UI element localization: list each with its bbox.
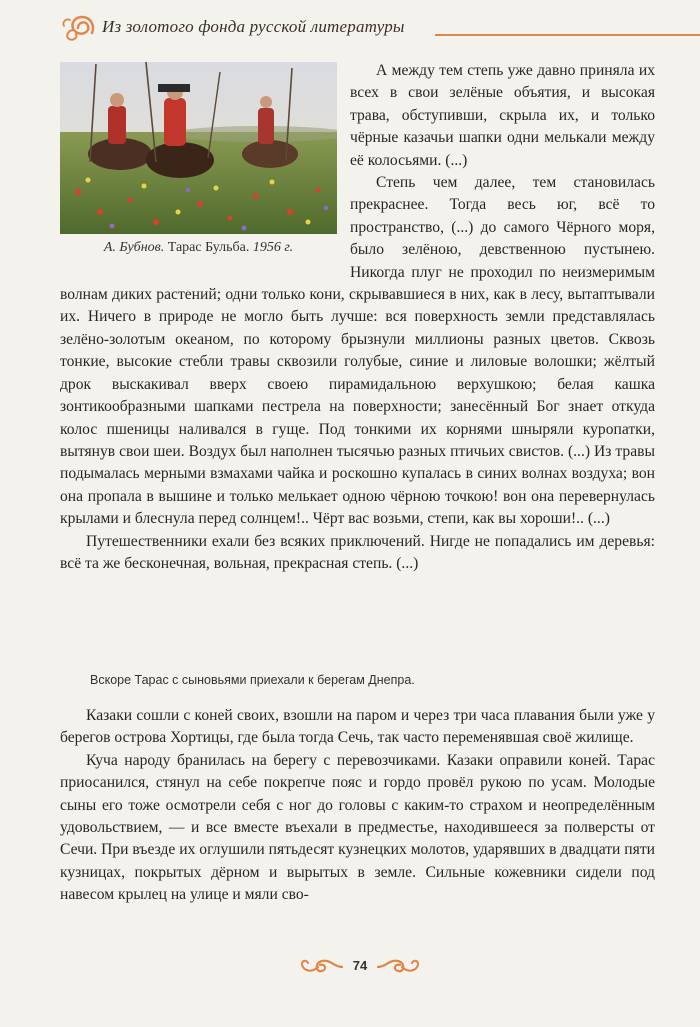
caption-year: 1956 г. [252, 240, 294, 255]
running-header [60, 12, 670, 46]
main-text [60, 60, 655, 575]
figure-spacer [60, 60, 350, 284]
continued-text [60, 705, 655, 907]
page-footer [300, 955, 420, 979]
bridge-note: Вскоре Тарас с сыновьями приехали к берегам Днепра. [90, 673, 415, 687]
header-title: Из золотого фонда русской литературы [102, 17, 405, 36]
left-swirl-ornament-icon [300, 955, 344, 979]
paragraph: Степь чем далее, тем становилась прекраснее. Тогда весь юг, всё то пространство, (...) до самого Чёрного моря, было зелёною, девственною пустынею. Никогда плуг не проходил по неизмеримым волнам диких растений; одни только кони, скрывавшиеся в них, как в лесу, вытаптывали их. Ничего в природе не могло быть лучше: вся поверхность земли представлялась зелёно-золотым океаном, по которому брызнули миллионы разных цветов. Сквозь тонкие, высокие стебли травы сквозили голубые, синие и лиловые волошки; жёлтый дрок выскакивал вверх своею пирамидальною верхушкою; белая кашка зонтикообразными шапками пестрела на поверхности; занесённый Бог знает откуда колос пшеницы наливался в гуще. Под тонкими их корнями шныряли куропатки, вытянув свои шеи. Воздух был наполнен тысячью разных птичьих свистов. (...) Из травы подымалась мерными взмахами чайка и роскошно купалась в синих волнах воздуха; вон она пропала в вышине и только мелькает одною чёрною точкою! вон она перевернулась крылами и блеснула перед солнцем!.. Чёрт вас возьми, степи, как вы хороши!.. (...) [60, 174, 655, 528]
paragraph: Куча народу бранилась на берегу с перевозчиками. Казаки оправили коней. Тарас приосанился, стянул на себе покрепче пояс и гордо провёл рукою по усам. Молодые сыны его тоже осмотрели себя с ног до головы с каким-то страхом и неопределённым удовольствием, — и все вместе въехали в предместье, находившееся за полверсты от Сечи. При въезде их оглушили пятьдесят кузнецких молотов, ударявших в двадцати пяти кузницах, покрытых дёрном и вырытых в земле. Сильные кожевники сидели под навесом крылец на улице и мяли сво- [60, 751, 655, 904]
paragraph: А между тем степь уже давно приняла их всех в свои зелёные объятия, и высокая трава, обступивши, скрыла их, и только чёрные казачьи шапки одни мелькали между её колосьями. (...) [350, 62, 655, 169]
page-number: 74 [352, 958, 368, 973]
caption-author: А. Бубнов. [103, 240, 165, 255]
header-rule [435, 34, 700, 36]
caption-title: Тарас Бульба. [167, 240, 250, 255]
paragraph: Путешественники ехали без всяких приключений. Нигде не попадались им деревья: всё та же бесконечная, вольная, прекрасная степь. (...) [60, 532, 655, 572]
paragraph: Казаки сошли с коней своих, взошли на паром и через три часа плавания были уже у берегов острова Хортицы, где была тогда Сечь, так часто переменявшая своё жилище. [60, 707, 655, 747]
right-swirl-ornament-icon [376, 955, 420, 979]
swirl-ornament-icon [60, 14, 96, 42]
